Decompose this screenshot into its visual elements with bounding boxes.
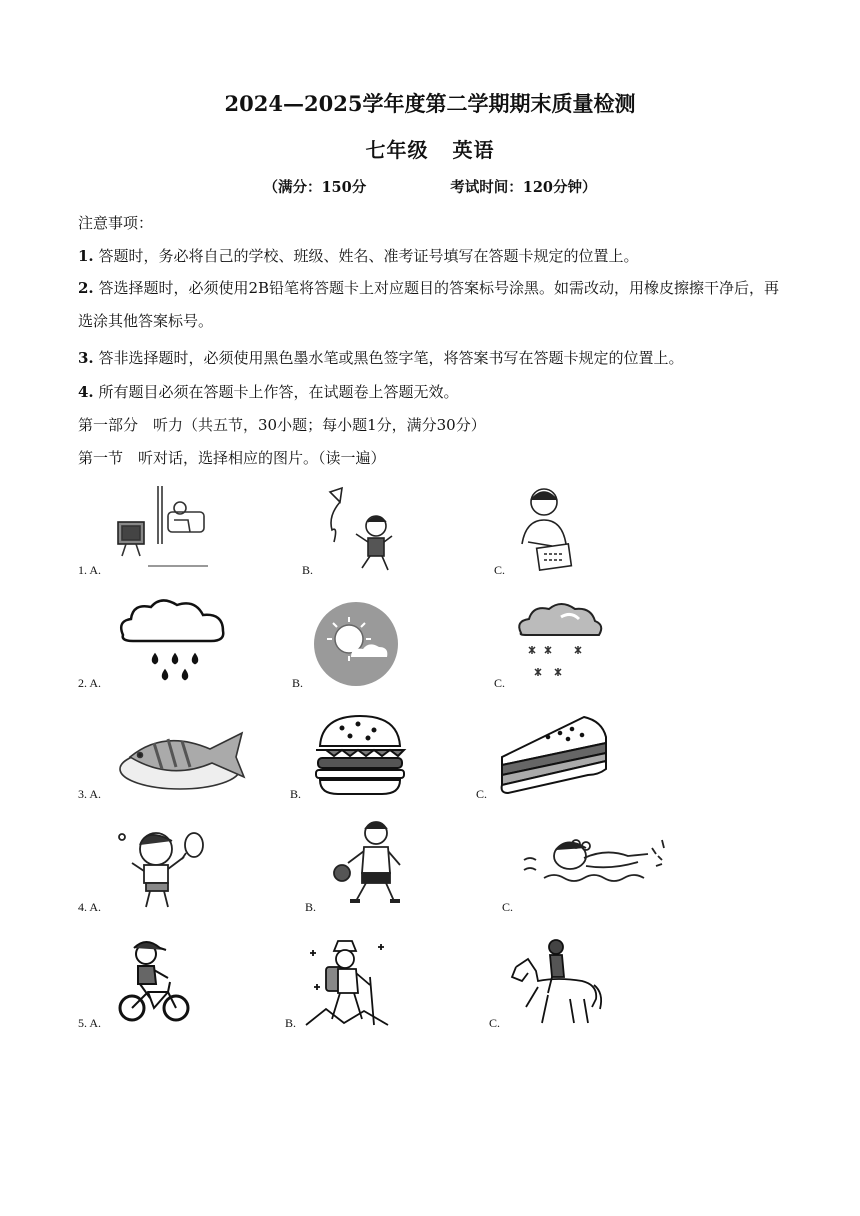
option-label: B.	[292, 676, 304, 690]
drawing-icon	[508, 484, 580, 578]
option-label: C.	[489, 1016, 501, 1030]
note-item: 3. 答非选择题时，必须使用黑色墨水笔或黑色签字笔，将答案书写在答题卡规定的位置上。	[78, 349, 684, 367]
grade: 七年级	[365, 138, 429, 162]
cyclist-icon	[114, 938, 190, 1024]
hamburger-icon	[312, 712, 408, 798]
note-item: 2. 答选择题时，必须使用2B铅笔将答题卡上对应题目的答案标号涂黑。如需改动，用橡皮擦擦干净后，再选涂其他答案标号。	[78, 279, 780, 330]
sandwich-icon	[498, 713, 610, 797]
option-label: B.	[290, 787, 302, 801]
rainy-icon	[115, 597, 230, 683]
option-label: B.	[305, 900, 317, 914]
note-item: 4. 所有题目必须在答题卡上作答，在试题卷上答题无效。	[78, 383, 459, 401]
hiker-icon	[304, 937, 390, 1029]
full-score: （满分：150分	[263, 179, 367, 196]
flying-kite-icon	[318, 486, 398, 578]
option-label: C.	[494, 563, 506, 577]
section1-heading: 第一节 听对话，选择相应的图片。（读一遍）	[78, 449, 386, 467]
option-label: C.	[502, 900, 514, 914]
fish-dish-icon	[114, 719, 254, 795]
horse-rider-icon	[508, 937, 606, 1029]
option-label: 1. A.	[78, 563, 102, 577]
tennis-player-icon	[116, 823, 212, 913]
grade-subject	[0, 134, 860, 163]
exam-meta	[0, 176, 860, 197]
option-label: 3. A.	[78, 787, 102, 801]
option-label: 4. A.	[78, 900, 102, 914]
swimmer-icon	[520, 830, 670, 890]
notes-heading: 注意事项：	[78, 214, 154, 232]
sunny-cloudy-icon	[313, 601, 399, 687]
basketball-player-icon	[328, 817, 418, 909]
subject: 英语	[452, 138, 495, 162]
option-label: B.	[302, 563, 314, 577]
snowy-icon	[515, 597, 605, 687]
part1-heading: 第一部分 听力（共五节，30小题；每小题1分，满分30分）	[78, 416, 486, 434]
exam-title: 2024—2025学年度第二学期期末质量检测	[224, 91, 636, 116]
option-label: C.	[494, 676, 506, 690]
note-item: 1. 答题时，务必将自己的学校、班级、姓名、准考证号填写在答题卡规定的位置上。	[78, 247, 639, 265]
exam-time: 考试时间：120分钟）	[450, 179, 597, 196]
option-label: B.	[285, 1016, 297, 1030]
option-label: 2. A.	[78, 676, 102, 690]
option-label: C.	[476, 787, 488, 801]
option-label: 5. A.	[78, 1016, 102, 1030]
watching-tv-icon	[108, 484, 218, 576]
